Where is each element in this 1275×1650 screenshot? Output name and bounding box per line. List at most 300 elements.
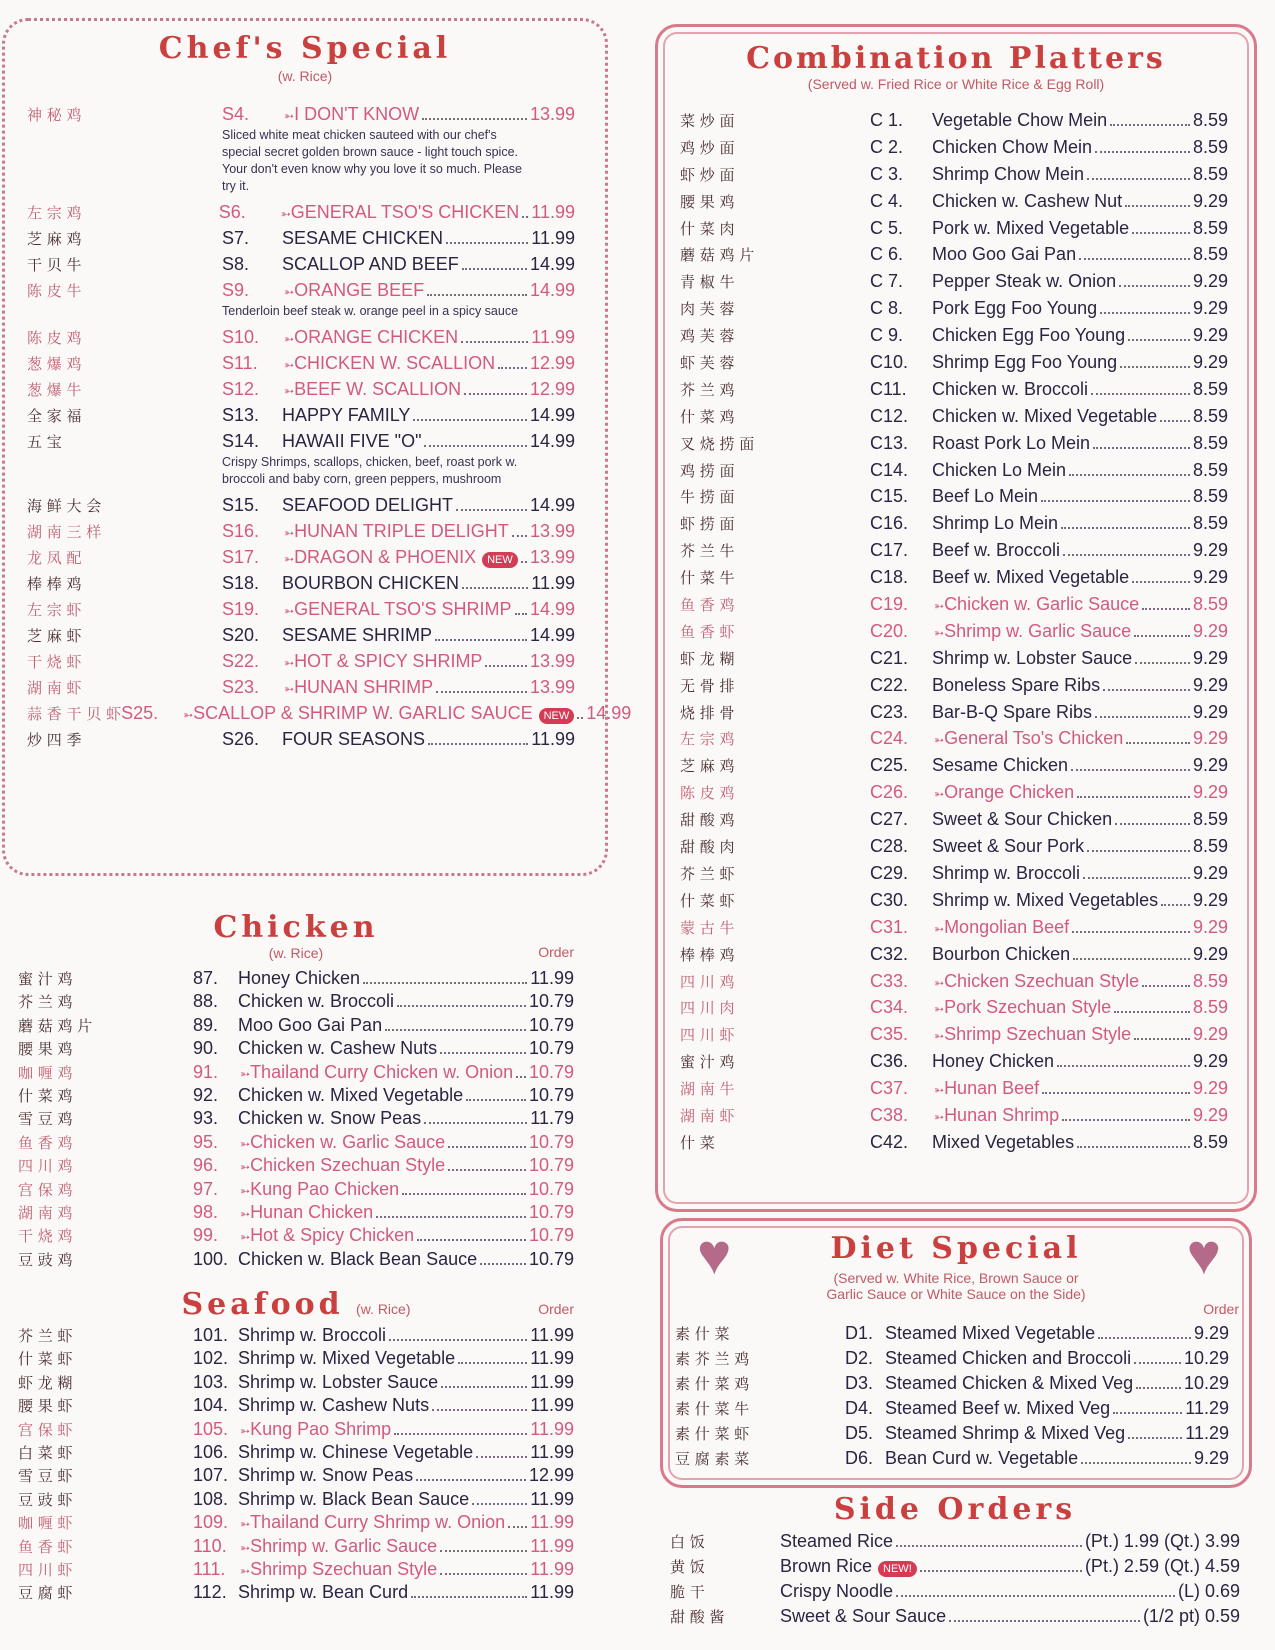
chinese-name: 叉 烧 捞 面	[680, 434, 755, 453]
item-code: D4.	[845, 1398, 874, 1418]
combination-subtitle: (Served w. Fried Rice or White Rice & Egg Roll)	[807, 76, 1105, 92]
chinese-name: 雪 豆 虾	[18, 1467, 73, 1486]
item-name: Chicken w. Garlic Sauce	[250, 1131, 446, 1152]
item-price: 11.99	[530, 1395, 574, 1416]
item-name: Pork w. Mixed Vegetable	[932, 217, 1130, 238]
item-name: Chicken w. Snow Peas	[238, 1108, 422, 1129]
item-price: 9.29	[1193, 1448, 1229, 1468]
menu-item	[680, 941, 1228, 968]
item-name: Steamed Chicken & Mixed Veg	[885, 1373, 1134, 1393]
item-name: GENERAL TSO'S SHRIMP	[294, 599, 512, 619]
leader-dots	[1042, 1092, 1190, 1094]
item-code: 97.	[193, 1178, 219, 1199]
item-name: Shrimp Szechuan Style	[250, 1558, 438, 1579]
diet-subtitle-line1: (Served w. White Rice, Brown Sauce or	[833, 1270, 1079, 1286]
leader-dots	[448, 1146, 526, 1148]
hot-spicy-icon: ➳	[240, 1423, 251, 1438]
leader-dots	[436, 691, 527, 693]
item-name: Honey Chicken	[238, 968, 361, 988]
chinese-name: 四 川 虾	[18, 1560, 73, 1579]
chicken-title: Chicken	[213, 910, 379, 945]
item-name: Shrimp w. Broccoli	[238, 1325, 387, 1345]
leader-dots	[1069, 474, 1190, 476]
item-name: HAWAII FIVE "O"	[282, 431, 422, 451]
item-code: C 1.	[870, 110, 904, 130]
menu-item	[680, 994, 1228, 1021]
item-name: Chicken w. Mixed Vegetable	[238, 1084, 464, 1105]
leader-dots	[464, 393, 527, 395]
hot-spicy-icon: ➳	[934, 599, 945, 614]
item-price: 9.29	[1192, 620, 1228, 641]
menu-item	[18, 1248, 574, 1271]
item-price: 10.79	[528, 1178, 574, 1199]
item-name: Shrimp Lo Mein	[932, 513, 1059, 534]
item-price: (1/2 pt) 0.59	[1142, 1606, 1240, 1626]
hot-spicy-icon: ➳	[284, 656, 295, 670]
item-price: (Pt.) 2.59 (Qt.) 4.59	[1084, 1556, 1240, 1576]
new-badge: NEW	[482, 552, 518, 568]
chinese-name: 素 什 菜 牛	[675, 1400, 750, 1418]
leader-dots	[1077, 796, 1190, 798]
item-price: 14.99	[529, 495, 575, 515]
leader-dots	[480, 1263, 526, 1265]
item-name: Chicken Egg Foo Young	[932, 325, 1126, 346]
chefs-special-section	[2, 18, 632, 876]
item-code: S15.	[222, 495, 260, 515]
chinese-name: 干 贝 牛	[27, 256, 82, 274]
chinese-name: 棒 棒 鸡	[27, 575, 82, 593]
chinese-name: 虾 炒 面	[680, 165, 735, 184]
leader-dots	[1132, 232, 1190, 234]
menu-item	[675, 1446, 1229, 1471]
leader-dots	[397, 1005, 526, 1007]
leader-dots	[1077, 1146, 1190, 1148]
hot-spicy-icon: ➳	[934, 1109, 945, 1124]
item-price: 9.29	[1192, 1024, 1228, 1045]
item-code: C24.	[870, 728, 909, 749]
chinese-name: 牛 捞 面	[680, 488, 735, 507]
item-name: Bar-B-Q Spare Ribs	[932, 701, 1093, 722]
leader-dots	[440, 1550, 527, 1552]
leader-dots	[498, 367, 527, 369]
leader-dots	[1136, 1387, 1181, 1389]
item-code: S12.	[222, 379, 260, 399]
item-code: C42.	[870, 1131, 909, 1152]
item-price: 9.29	[1192, 540, 1228, 561]
leader-dots	[1103, 689, 1190, 691]
item-name: Beef w. Broccoli	[932, 540, 1061, 561]
item-code: D6.	[845, 1448, 874, 1468]
menu-item	[27, 648, 575, 674]
chinese-name: 宫 保 鸡	[18, 1180, 73, 1199]
menu-item	[18, 1154, 574, 1177]
menu-item	[27, 402, 575, 428]
heart-icon: ♥	[697, 1222, 732, 1287]
menu-item	[675, 1396, 1229, 1421]
item-code: 107.	[193, 1465, 229, 1486]
item-price: 10.79	[528, 991, 574, 1012]
menu-item	[675, 1346, 1229, 1371]
menu-item	[680, 1075, 1228, 1102]
item-name: Sweet & Sour Chicken	[932, 809, 1113, 830]
leader-dots	[1115, 823, 1190, 825]
item-code: C15.	[870, 486, 909, 507]
chinese-name: 芥 兰 虾	[18, 1327, 73, 1345]
leader-dots	[1134, 635, 1190, 637]
item-description: Sliced white meat chicken sauteed with our chef's special secret golden brown sauce - light touch spice. Your don't even know why you love it so much. Please try it.	[222, 128, 523, 193]
menu-item	[18, 1107, 574, 1130]
item-price: 14.99	[529, 405, 575, 425]
leader-dots	[424, 1122, 527, 1124]
chinese-name: 左 宗 虾	[27, 601, 82, 619]
menu-item	[27, 199, 575, 225]
item-code: C34.	[870, 997, 909, 1018]
item-price: 8.59	[1192, 459, 1228, 480]
menu-item	[18, 990, 574, 1013]
item-name: Chicken w. Black Bean Sauce	[238, 1248, 478, 1269]
item-code: S9.	[222, 280, 250, 300]
item-name: Steamed Rice	[780, 1531, 894, 1551]
chicken-list	[18, 967, 574, 1271]
chinese-name: 湖 南 鸡	[18, 1203, 73, 1222]
chinese-name: 菜 炒 面	[680, 112, 735, 130]
item-price: 8.59	[1192, 405, 1228, 426]
item-price: 11.99	[530, 1441, 574, 1462]
item-code: C14.	[870, 459, 909, 480]
menu-item	[18, 1441, 574, 1464]
item-name: DRAGON & PHOENIX	[294, 547, 477, 567]
leader-dots	[1081, 1462, 1191, 1464]
item-name: Kung Pao Chicken	[250, 1178, 400, 1199]
item-code: C13.	[870, 432, 909, 453]
leader-dots	[1134, 1362, 1181, 1364]
item-price: 11.99	[531, 228, 575, 248]
item-code: 99.	[193, 1225, 219, 1246]
menu-item	[680, 779, 1228, 806]
item-price: 9.29	[1192, 352, 1228, 373]
item-code: 92.	[193, 1084, 219, 1105]
leader-dots	[1126, 742, 1190, 744]
chinese-name: 素 什 菜	[675, 1325, 730, 1343]
leader-dots	[577, 717, 583, 719]
menu-item	[27, 350, 575, 376]
menu-item	[18, 1394, 574, 1417]
menu-item	[27, 277, 575, 303]
chinese-name: 葱 爆 鸡	[27, 355, 82, 373]
leader-dots	[428, 743, 528, 745]
chinese-name: 甜 酸 鸡	[680, 811, 735, 830]
hot-spicy-icon: ➳	[284, 109, 295, 123]
menu-item	[680, 1048, 1228, 1075]
leader-dots	[402, 1193, 526, 1195]
item-name: BOURBON CHICKEN	[282, 573, 460, 593]
item-price: 10.79	[528, 1225, 574, 1246]
item-name: Shrimp w. Snow Peas	[238, 1465, 414, 1486]
item-code: C12.	[870, 405, 909, 426]
hot-spicy-icon: ➳	[934, 1029, 945, 1044]
leader-dots	[476, 1456, 527, 1458]
item-price: 11.29	[1185, 1398, 1229, 1418]
item-price: 8.59	[1192, 836, 1228, 857]
item-price: 8.59	[1192, 970, 1228, 991]
menu-item	[27, 674, 575, 700]
chinese-name: 芥 兰 虾	[680, 864, 735, 883]
menu-item	[680, 1021, 1228, 1048]
item-code: C22.	[870, 674, 909, 695]
item-price: 8.59	[1192, 486, 1228, 507]
menu-item	[680, 752, 1228, 779]
item-price: 8.59	[1192, 594, 1228, 615]
chinese-name: 全 家 福	[27, 407, 82, 425]
item-price: 8.59	[1192, 110, 1228, 130]
item-price: 9.29	[1192, 1104, 1228, 1125]
chinese-name: 左 宗 鸡	[27, 204, 82, 222]
leader-dots	[389, 1339, 527, 1341]
leader-dots	[1087, 850, 1190, 852]
item-price: 9.29	[1192, 1051, 1228, 1072]
leader-dots	[363, 982, 527, 984]
item-name: Steamed Chicken and Broccoli	[885, 1348, 1132, 1368]
leader-dots	[1071, 769, 1190, 771]
leader-dots	[1091, 393, 1190, 395]
item-name: Shrimp w. Bean Curd	[238, 1582, 409, 1603]
chinese-name: 豆 豉 虾	[18, 1490, 73, 1509]
item-name: SESAME CHICKEN	[282, 228, 444, 248]
chinese-name: 腰 果 虾	[18, 1397, 73, 1416]
chinese-name: 鱼 香 鸡	[680, 596, 735, 615]
chinese-name: 陈 皮 鸡	[680, 784, 735, 803]
item-name: Shrimp w. Mixed Vegetables	[932, 889, 1159, 910]
item-code: C28.	[870, 836, 909, 857]
item-code: 89.	[193, 1014, 219, 1035]
leader-dots	[416, 1479, 526, 1481]
menu-item	[27, 324, 575, 350]
chinese-name: 什 菜	[680, 1133, 715, 1152]
menu-item	[680, 725, 1228, 752]
leader-dots	[1128, 1437, 1182, 1439]
item-price: 9.29	[1192, 271, 1228, 292]
leader-dots	[435, 639, 527, 641]
leader-dots	[432, 1409, 527, 1411]
menu-item	[680, 376, 1228, 403]
chinese-name: 豆 腐 虾	[18, 1584, 73, 1603]
menu-item	[680, 860, 1228, 887]
menu-item	[680, 134, 1228, 161]
combination-title: Combination Platters	[746, 41, 1166, 76]
hot-spicy-icon: ➳	[934, 733, 945, 748]
item-price: 9.29	[1192, 701, 1228, 722]
item-code: S23.	[222, 677, 260, 697]
menu-item	[680, 215, 1228, 242]
leader-dots	[1087, 178, 1190, 180]
leader-dots	[920, 1570, 1082, 1572]
item-price: 9.29	[1192, 298, 1228, 319]
chinese-name: 蒙 古 牛	[680, 918, 735, 937]
chinese-name: 芝 麻 鸡	[27, 230, 82, 248]
item-price: 9.29	[1192, 325, 1228, 346]
menu-item	[27, 376, 575, 402]
item-name: Hot & Spicy Chicken	[250, 1225, 415, 1246]
item-name: HAPPY FAMILY	[282, 405, 411, 425]
chinese-name: 宫 保 虾	[18, 1420, 73, 1439]
item-name: Mongolian Beef	[944, 916, 1070, 937]
item-price: 12.99	[529, 379, 575, 399]
chinese-name: 陈 皮 牛	[27, 282, 82, 300]
chinese-name: 干 烧 虾	[27, 653, 82, 671]
item-price: 10.79	[528, 1061, 574, 1082]
item-price: 9.29	[1193, 1323, 1229, 1343]
leader-dots	[394, 1433, 527, 1435]
menu-item	[680, 241, 1228, 268]
item-price: 12.99	[529, 353, 575, 373]
menu-item	[680, 645, 1228, 672]
item-name: Chicken w. Broccoli	[238, 991, 395, 1012]
item-name: Pork Szechuan Style	[944, 997, 1112, 1018]
hot-spicy-icon: ➳	[280, 207, 291, 221]
item-code: C26.	[870, 782, 909, 803]
leader-dots	[1142, 608, 1190, 610]
item-code: C 2.	[870, 136, 904, 157]
side-orders-title: Side Orders	[833, 1492, 1077, 1527]
menu-item	[18, 1535, 574, 1558]
menu-item	[680, 483, 1228, 510]
item-name: Roast Pork Lo Mein	[932, 432, 1091, 453]
menu-item	[675, 1321, 1229, 1346]
item-name: Shrimp w. Garlic Sauce	[250, 1535, 438, 1556]
chinese-name: 湖 南 虾	[680, 1106, 735, 1125]
item-name: HUNAN SHRIMP	[294, 677, 434, 697]
leader-dots	[427, 294, 527, 296]
side-orders-section	[670, 1492, 1240, 1629]
leader-dots	[1132, 581, 1190, 583]
item-price: 9.29	[1192, 674, 1228, 695]
item-price: 8.59	[1192, 136, 1228, 157]
leader-dots	[1063, 554, 1190, 556]
hot-spicy-icon: ➳	[183, 708, 194, 722]
hot-spicy-icon: ➳	[240, 1206, 251, 1221]
leader-dots	[949, 1620, 1140, 1622]
item-name: Chicken Szechuan Style	[250, 1155, 446, 1176]
leader-dots	[1134, 1038, 1190, 1040]
menu-item	[18, 1084, 574, 1107]
seafood-order-label: Order	[538, 1301, 574, 1317]
item-code: C19.	[870, 594, 909, 615]
item-code: C 7.	[870, 271, 904, 292]
combination-section	[655, 24, 1257, 1212]
item-name: Shrimp w. Broccoli	[932, 862, 1081, 883]
leader-dots	[512, 535, 527, 537]
item-name: Bourbon Chicken	[932, 943, 1071, 964]
menu-item	[18, 1014, 574, 1037]
leader-dots	[1073, 958, 1190, 960]
chinese-name: 脆 干	[670, 1583, 705, 1601]
item-price: 10.29	[1183, 1373, 1229, 1393]
item-name: Hunan Shrimp	[944, 1104, 1060, 1125]
menu-item	[680, 430, 1228, 457]
seafood-section	[18, 1287, 574, 1605]
item-name: Thailand Curry Shrimp w. Onion	[250, 1512, 506, 1533]
item-price: 11.99	[530, 1325, 574, 1345]
leader-dots	[1125, 205, 1190, 207]
item-code: C10.	[870, 352, 909, 373]
item-price: 11.29	[1185, 1423, 1229, 1443]
item-name: Moo Goo Gai Pan	[238, 1014, 383, 1035]
menu-item	[18, 1418, 574, 1441]
chinese-name: 虾 芙 蓉	[680, 354, 735, 373]
item-price: 9.29	[1192, 943, 1228, 964]
leader-dots	[1062, 1119, 1190, 1121]
leader-dots	[521, 561, 527, 563]
item-name: ORANGE CHICKEN	[294, 327, 459, 347]
item-name: Chicken Chow Mein	[932, 136, 1093, 157]
chinese-name: 什 菜 鸡	[680, 407, 735, 426]
item-code: C21.	[870, 647, 909, 668]
chinese-name: 湖 南 虾	[27, 679, 82, 697]
item-name: Shrimp Szechuan Style	[944, 1024, 1132, 1045]
item-price: 13.99	[529, 651, 575, 671]
menu-item	[680, 672, 1228, 699]
item-code: S6.	[218, 202, 246, 222]
chicken-order-label: Order	[538, 944, 574, 960]
menu-item	[27, 700, 632, 726]
item-code: 90.	[193, 1038, 219, 1059]
item-name: Chicken Lo Mein	[932, 459, 1067, 480]
item-description: Tenderloin beef steak w. orange peel in a spicy sauce	[222, 304, 519, 318]
item-price: 11.99	[531, 202, 575, 222]
chinese-name: 烧 排 骨	[680, 703, 735, 722]
diet-section	[660, 1218, 1252, 1488]
item-code: D3.	[845, 1373, 874, 1393]
hot-spicy-icon: ➳	[284, 384, 295, 398]
item-code: C37.	[870, 1078, 909, 1099]
item-code: S11.	[222, 353, 258, 373]
menu-item	[18, 1131, 574, 1154]
item-code: 108.	[193, 1488, 229, 1509]
leader-dots	[1057, 1065, 1190, 1067]
item-price: (Pt.) 1.99 (Qt.) 3.99	[1084, 1531, 1240, 1551]
menu-item	[18, 1347, 574, 1370]
item-name: Kung Pao Shrimp	[250, 1418, 392, 1439]
chinese-name: 豆 豉 鸡	[18, 1250, 73, 1269]
chinese-name: 芥 兰 鸡	[680, 380, 735, 399]
menu-item	[18, 1511, 574, 1534]
menu-item	[680, 268, 1228, 295]
item-code: C 4.	[870, 190, 904, 211]
leader-dots	[411, 1596, 527, 1598]
item-name: Chicken w. Mixed Vegetable	[932, 405, 1158, 426]
item-price: 10.79	[528, 1248, 574, 1269]
item-name: Shrimp w. Garlic Sauce	[944, 620, 1132, 641]
item-name: Steamed Shrimp & Mixed Veg	[885, 1423, 1126, 1443]
item-description: Crispy Shrimps, scallops, chicken, beef, roast pork w. broccoli and baby corn, green peppers, mushroom	[222, 455, 518, 486]
item-name: Shrimp w. Black Bean Sauce	[238, 1488, 470, 1509]
item-price: 10.79	[528, 1084, 574, 1105]
menu-item	[27, 544, 575, 570]
chinese-name: 芝 麻 鸡	[680, 757, 735, 776]
item-code: S4.	[222, 104, 250, 124]
item-name: SCALLOP & SHRIMP W. GARLIC SAUCE	[193, 703, 533, 723]
leader-dots	[376, 1216, 526, 1218]
item-price: 11.99	[530, 1582, 574, 1603]
chinese-name: 甜 酸 肉	[680, 838, 735, 857]
item-price: 9.29	[1192, 782, 1228, 803]
hot-spicy-icon: ➳	[240, 1160, 251, 1175]
menu-item	[670, 1529, 1240, 1554]
item-code: C20.	[870, 620, 909, 641]
hot-spicy-icon: ➳	[934, 787, 945, 802]
item-name: Shrimp w. Lobster Sauce	[238, 1371, 439, 1392]
chinese-name: 五 宝	[27, 433, 62, 451]
